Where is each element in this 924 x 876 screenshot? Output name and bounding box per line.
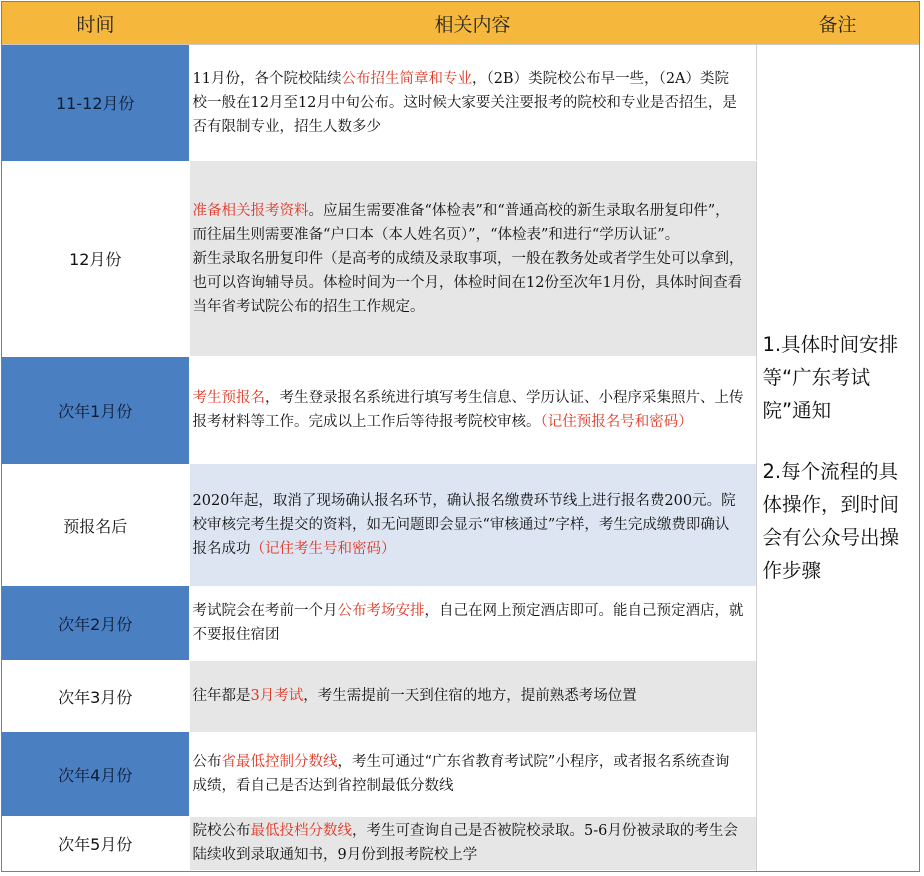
content-text: 公布	[192, 754, 222, 771]
content-text: ，考生可查询自己是否被院校录取。5-6月份被录取的考生会陆续收到录取通知书，9月份到报考院校上学	[192, 823, 738, 864]
content-cell	[189, 586, 756, 660]
content-text: ，考生需提前一天到住宿的地方，提前熟悉考场位置	[303, 688, 637, 705]
content-highlight: 公布考场安排	[337, 603, 425, 620]
content-text: ，考生可通过“广东省教育考试院”小程序，或者报名系统查询成绩，看自己是否达到省控制最低分数线	[192, 754, 730, 795]
time-cell: 次年5月份	[2, 816, 189, 870]
content-highlight: 公布招生简章和专业	[341, 70, 472, 87]
content-cell	[189, 732, 756, 816]
header-content: 相关内容	[189, 2, 756, 45]
content-text: ，考生登录报名系统进行填写考生信息、学历认证、小程序采集照片、上传报考材料等工作。完成以上工作后等待报考院校审核。	[192, 390, 744, 431]
note-cell	[756, 45, 919, 871]
content-highlight: 省最低控制分数线	[221, 754, 338, 771]
content-highlight: （记住预报名号和密码）	[540, 414, 693, 431]
content-cell	[189, 660, 756, 732]
content-text: 2020年起，取消了现场确认报名环节，确认报名缴费环节线上进行报名费200元。院校审核完考生提交的资料，如无问题即会显示“审核通过”字样，考生完成缴费即确认报名成功	[192, 493, 736, 558]
note-item-2: 2.每个流程的具体操作，到时间会有公众号出操作步骤	[762, 460, 900, 583]
content-cell	[189, 357, 756, 464]
content-text: 往年都是	[192, 688, 251, 705]
content-highlight: 准备相关报考资料	[192, 202, 309, 219]
time-cell: 预报名后	[2, 464, 189, 586]
header-row	[2, 2, 919, 45]
content-cell	[189, 816, 756, 870]
time-cell: 次年4月份	[2, 732, 189, 816]
time-cell: 次年2月份	[2, 586, 189, 660]
schedule-sheet	[1, 1, 920, 872]
content-text: 院校公布	[192, 823, 251, 840]
content-text: 11月份，各个院校陆续	[192, 70, 342, 87]
header-time: 时间	[2, 2, 189, 45]
content-highlight: （记住考生号和密码）	[250, 541, 396, 558]
time-cell: 次年1月份	[2, 357, 189, 464]
time-cell: 12月份	[2, 161, 189, 357]
content-cell	[189, 161, 756, 357]
content-highlight: 考生预报名	[192, 390, 265, 407]
content-text: 。应届生需要准备“体检表”和“普通高校的新生录取名册复印件”，而往届生则需要准备“户口本（本人姓名页）”，“体检表”和进行“学历认证”。	[192, 202, 730, 243]
content-highlight: 3月考试	[250, 688, 304, 705]
time-cell: 次年3月份	[2, 660, 189, 732]
content-text: 新生录取名册复印件（是高考的成绩及录取事项，一般在教务处或者学生处可以拿到，也可以咨询辅导员。体检时间为一个月，体检时间在12份至次年1月份，具体时间查看当年省考试院公布的招生工作规定。	[192, 250, 744, 315]
note-item-1: 1.具体时间安排等“广东考试院”通知	[762, 333, 899, 423]
content-highlight: 最低投档分数线	[250, 823, 352, 840]
table-row	[2, 45, 919, 161]
header-note: 备注	[756, 2, 919, 45]
time-cell: 11-12月份	[2, 45, 189, 161]
content-cell	[189, 45, 756, 161]
content-cell	[189, 464, 756, 586]
content-text: ，自己在网上预定酒店即可。能自己预定酒店，就不要报住宿团	[192, 603, 744, 644]
content-text: ，（2B）类院校公布早一些，（2A）类院校一般在12月至12月中旬公布。这时候大家要关注要报考的院校和专业是否招生，是否有限制专业，招生人数多少	[192, 70, 737, 135]
schedule-table	[2, 2, 919, 871]
content-text: 考试院会在考前一个月	[192, 603, 338, 620]
